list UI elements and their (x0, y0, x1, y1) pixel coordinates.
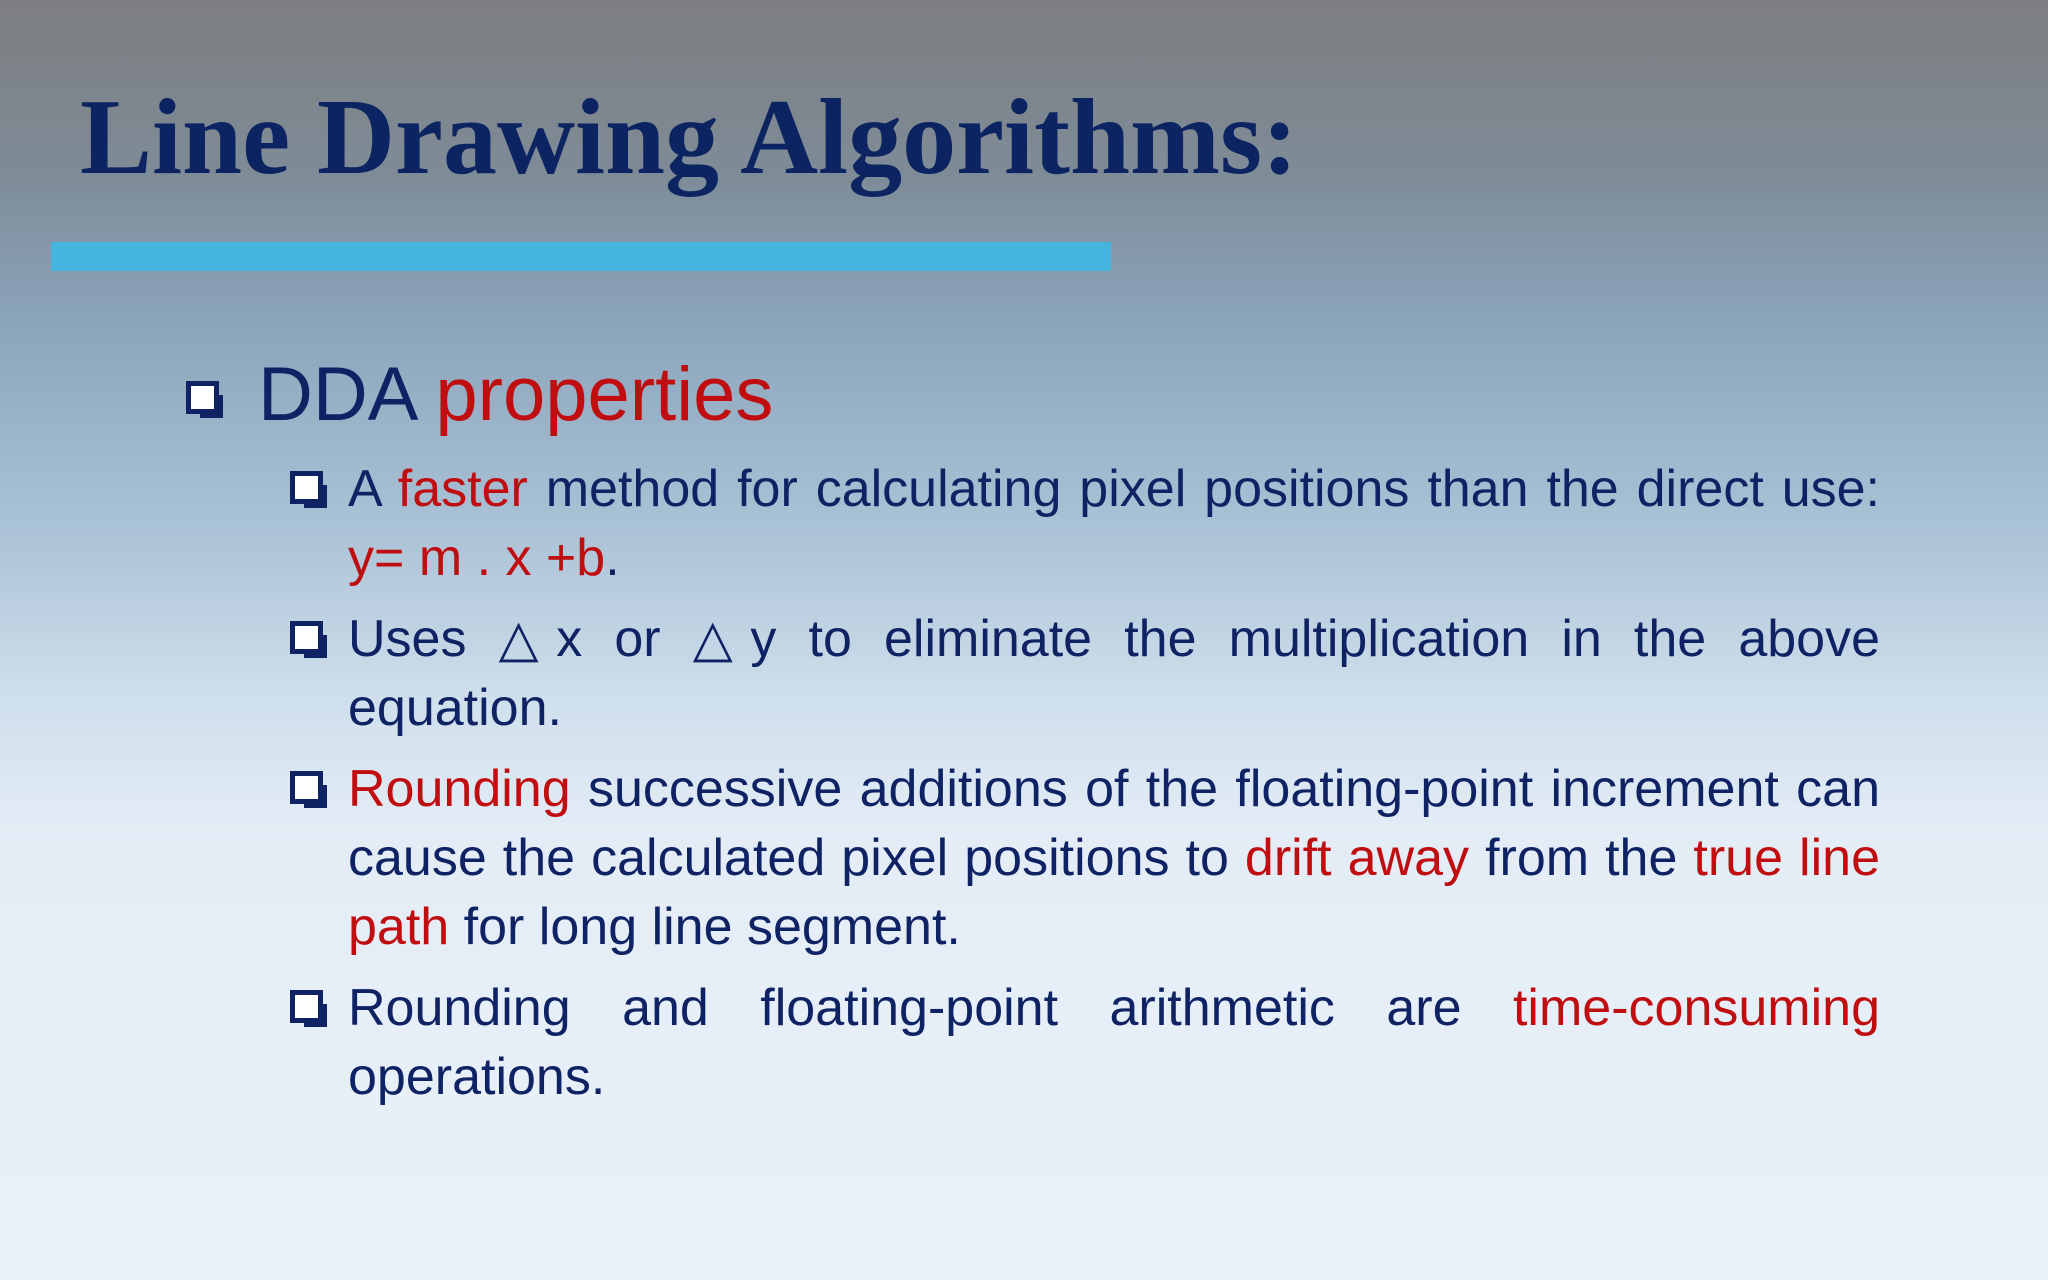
bullet-text: A (348, 460, 380, 518)
bullet-highlight: faster (397, 460, 528, 518)
bullet-text: . (605, 529, 620, 587)
bullet-item-rounding-drift (288, 755, 1880, 962)
bullet-text: method for calculating pixel positions than the direct use: (545, 460, 1880, 518)
bullet-item-faster-method (288, 455, 1880, 593)
bullet-highlight: drift away (1244, 829, 1470, 887)
checkbox-bullet-icon (290, 771, 323, 804)
bullet-highlight: Rounding (348, 760, 571, 818)
bullet-item-uses-delta (288, 605, 1880, 743)
checkbox-bullet-icon (290, 990, 323, 1023)
bullet-text: operations. (348, 1048, 606, 1106)
bullet-text: Uses △x or △y to eliminate the multiplication in the above equation. (348, 610, 1880, 737)
bullet-equation: y= m . x +b (348, 529, 606, 587)
bullet-text: from the (1485, 829, 1678, 887)
heading-accent: properties (435, 352, 774, 437)
bullet-text: for long line segment. (463, 898, 961, 956)
checkbox-bullet-icon (290, 621, 323, 654)
bullet-highlight: time-consuming (1512, 979, 1881, 1037)
slide-title: Line Drawing Algorithms: (80, 78, 1299, 197)
bullet-text: successive additions of the floating-point increment can cause the calculated pixel positions to (348, 760, 1880, 887)
bullet-item-time-consuming (288, 974, 1880, 1112)
heading-main: DDA (258, 352, 415, 437)
title-underline-bar (51, 242, 1111, 271)
checkbox-bullet-icon (186, 381, 219, 414)
section-heading (183, 350, 773, 440)
bullet-text: Rounding and floating-point arithmetic are (348, 979, 1462, 1037)
checkbox-bullet-icon (290, 471, 323, 504)
bullet-list (288, 455, 1880, 1124)
bullet-highlight: true line path (348, 829, 1880, 956)
